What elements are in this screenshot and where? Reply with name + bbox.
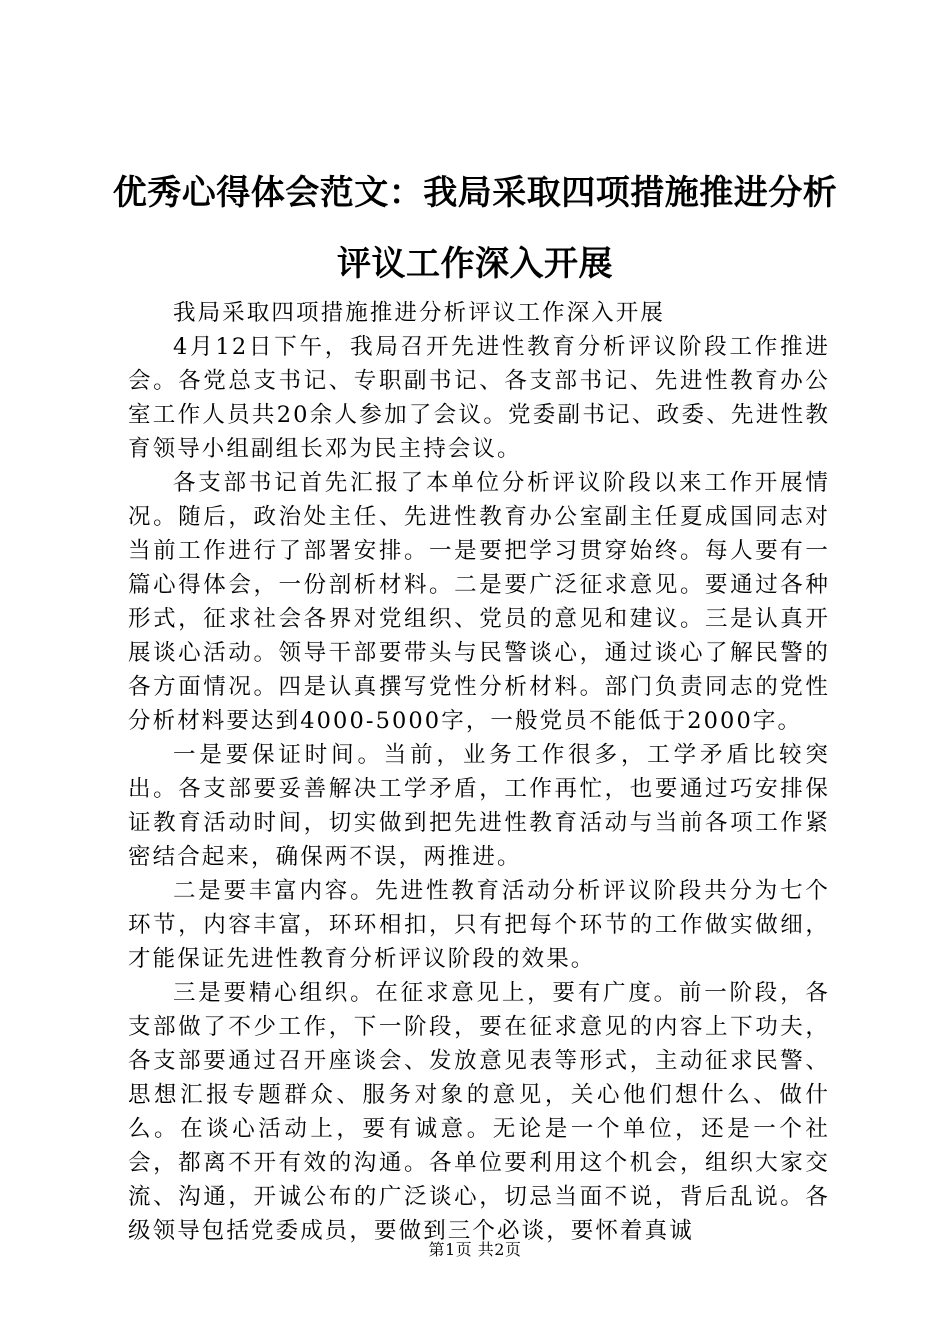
- page-footer: 第1页 共2页: [428, 1240, 522, 1259]
- body-paragraph: 三是要精心组织。在征求意见上，要有广度。前一阶段，各支部做了不少工作，下一阶段，要在征求意见的内容上下功夫，各支部要通过召开座谈会、发放意见表等形式，主动征求民警、思想汇报专题群众、服务对象的意见，关心他们想什么、做什么。在谈心活动上，要有诚意。无论是一个单位，还是一个社会，都离不开有效的沟通。各单位要利用这个机会，组织大家交流、沟通，开诚公布的广泛谈心，切忌当面不说，背后乱说。各级领导包括党委成员，要做到三个必谈，要怀着真诚: [128, 980, 830, 1244]
- body-paragraph: 各支部书记首先汇报了本单位分析评议阶段以来工作开展情况。随后，政治处主任、先进性教育办公室副主任夏成国同志对当前工作进行了部署安排。一是要把学习贯穿始终。每人要有一篇心得体会，一份剖析材料。二是要广泛征求意见。要通过各种形式，征求社会各界对党组织、党员的意见和建议。三是认真开展谈心活动。领导干部要带头与民警谈心，通过谈心了解民警的各方面情况。四是认真撰写党性分析材料。部门负责同志的党性分析材料要达到4000-5000字，一般党员不能低于2000字。: [128, 470, 830, 734]
- body-paragraph: 一是要保证时间。当前，业务工作很多，工学矛盾比较突出。各支部要妥善解决工学矛盾，工作再忙，也要通过巧安排保证教育活动时间，切实做到把先进性教育活动与当前各项工作紧密结合起来，确保两不误，两推进。: [128, 742, 830, 870]
- body-paragraph: 二是要丰富内容。先进性教育活动分析评议阶段共分为七个环节，内容丰富，环环相扣，只有把每个环节的工作做实做细，才能保证先进性教育分析评议阶段的效果。: [128, 878, 830, 972]
- subtitle-paragraph: 我局采取四项措施推进分析评议工作深入开展: [173, 300, 666, 326]
- body-paragraph: 4月12日下午，我局召开先进性教育分析评议阶段工作推进会。各党总支书记、专职副书记、各支部书记、先进性教育办公室工作人员共20余人参加了会议。党委副书记、政委、先进性教育领导小组副组长邓为民主持会议。: [128, 334, 830, 462]
- document-body: [128, 296, 830, 1248]
- document-title: 优秀心得体会范文：我局采取四项措施推进分析评议工作深入开展: [112, 173, 838, 284]
